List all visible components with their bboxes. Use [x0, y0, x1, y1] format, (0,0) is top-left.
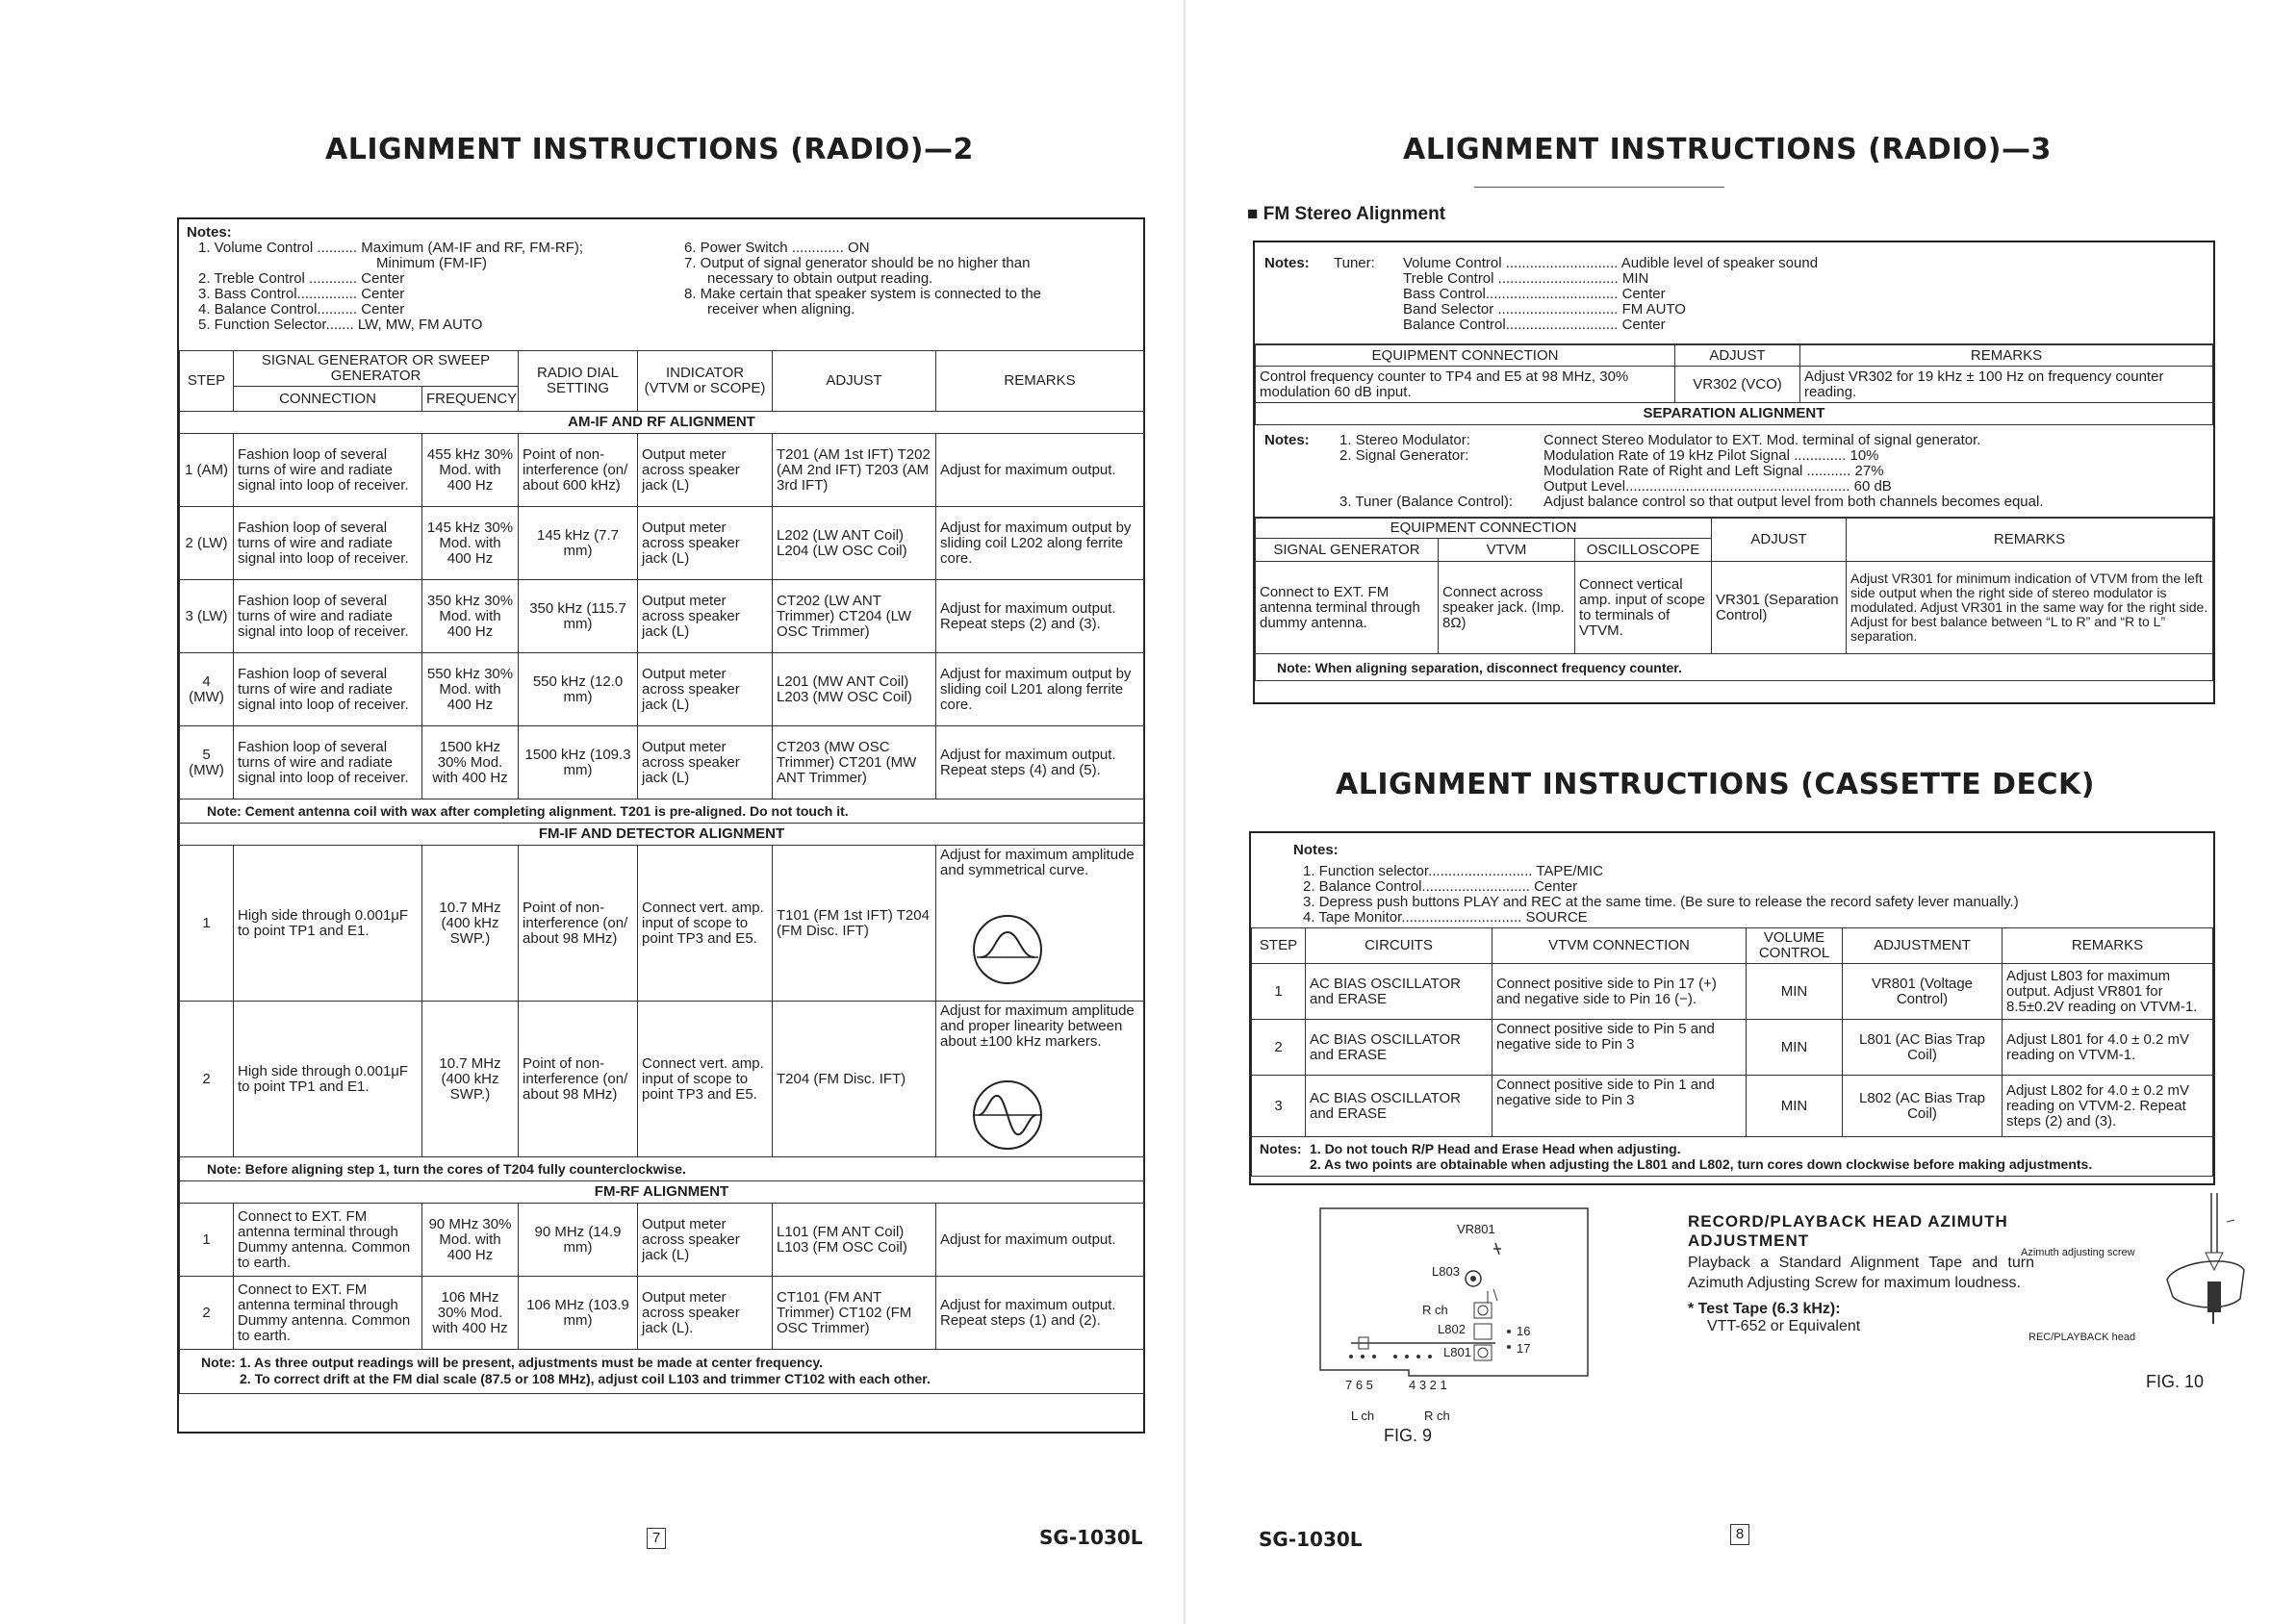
- right-page: [1186, 0, 2296, 1624]
- cell-step: 4 (MW): [180, 653, 234, 726]
- cell-connection: Fashion loop of several turns of wire and radiate signal into loop of receiver.: [234, 507, 422, 580]
- section-title-fm-if: FM-IF AND DETECTOR ALIGNMENT: [180, 824, 1144, 846]
- final-note-item: 2. To correct drift at the FM dial scale (87.5 or 108 MHz), adjust coil L103 and trimmer CT102 with each other.: [240, 1371, 931, 1386]
- cell-vtvm: Connect positive side to Pin 5 and negative side to Pin 3: [1492, 1020, 1747, 1076]
- cassette-note-item: 4. Tape Monitor.............................. SOURCE: [1303, 909, 1588, 926]
- table-row: [180, 726, 1144, 799]
- sep-note-value: Connect Stereo Modulator to EXT. Mod. terminal of signal generator.: [1543, 432, 1981, 448]
- cell-connection: Connect to EXT. FM antenna terminal through Dummy antenna. Common to earth.: [234, 1277, 422, 1350]
- sep-notes-label: Notes:: [1264, 432, 1310, 448]
- cassette-final-item: 1. Do not touch R/P Head and Erase Head when adjusting.: [1310, 1141, 1681, 1156]
- cell-step: 1: [180, 846, 234, 1002]
- cell-adjust: CT203 (MW OSC Trimmer) CT201 (MW ANT Trimmer): [773, 726, 936, 799]
- note-item: 3. Bass Control............... Center: [198, 286, 405, 302]
- table-row: [1252, 1076, 2213, 1137]
- table-row: [180, 507, 1144, 580]
- cell-remarks: Adjust VR302 for 19 kHz ± 100 Hz on frequency counter reading.: [1800, 367, 2213, 403]
- cell-step: 2 (LW): [180, 507, 234, 580]
- cassette-final-item: 2. As two points are obtainable when adjusting the L801 and L802, turn cores down clockwise before making adjustments.: [1310, 1156, 2093, 1172]
- sep-note-key: 2. Signal Generator:: [1339, 447, 1469, 464]
- cell-step: 2: [180, 1277, 234, 1350]
- label-pin17: 17: [1517, 1341, 1531, 1356]
- table-row: [1256, 367, 2213, 403]
- fm-stereo-table: [1255, 344, 2213, 425]
- fm-if-note: Note: Before aligning step 1, turn the cores of T204 fully counterclockwise.: [180, 1157, 1144, 1181]
- cell-adjustment: L801 (AC Bias Trap Coil): [1843, 1020, 2003, 1076]
- cell-connection: Fashion loop of several turns of wire and radiate signal into loop of receiver.: [234, 653, 422, 726]
- cell-remarks: Adjust L801 for 4.0 ± 0.2 mV reading on VTVM-1.: [2003, 1020, 2213, 1076]
- header-remarks: REMARKS: [1847, 519, 2213, 562]
- cell-indicator: Output meter across speaker jack (L): [638, 1204, 773, 1277]
- fm-note-item: Treble Control .............................. MIN: [1403, 270, 1649, 287]
- cassette-notes: [1251, 833, 2213, 927]
- header-remarks: REMARKS: [1800, 345, 2213, 367]
- final-notes: [180, 1350, 1144, 1394]
- table-row: [180, 1277, 1144, 1350]
- header-equipment: EQUIPMENT CONNECTION: [1256, 519, 1712, 539]
- sep-note-key: 3. Tuner (Balance Control):: [1339, 494, 1514, 510]
- section-title-am: AM-IF AND RF ALIGNMENT: [180, 412, 1144, 434]
- note-item: necessary to obtain output reading.: [707, 270, 933, 287]
- cell-dial: 550 kHz (12.0 mm): [519, 653, 638, 726]
- cell-frequency: 550 kHz 30% Mod. with 400 Hz: [422, 653, 519, 726]
- cell-indicator: Output meter across speaker jack (L).: [638, 1277, 773, 1350]
- page-title: ALIGNMENT INSTRUCTIONS (RADIO)—3: [1403, 133, 2052, 166]
- cassette-final-label: Notes:: [1260, 1141, 1302, 1156]
- cell-adjustment: L802 (AC Bias Trap Coil): [1843, 1076, 2003, 1137]
- table-row: [1252, 1020, 2213, 1076]
- cell-adjustment: VR801 (Voltage Control): [1843, 964, 2003, 1020]
- cassette-final-notes: [1252, 1137, 2213, 1177]
- header-step: STEP: [1252, 928, 1306, 964]
- table-row: [1252, 964, 2213, 1020]
- cell-indicator: Output meter across speaker jack (L): [638, 434, 773, 507]
- bell-curve-waveform-icon: [971, 913, 1044, 986]
- fm-tuner-label: Tuner:: [1334, 255, 1375, 271]
- label-l802: L802: [1438, 1322, 1466, 1336]
- label-l801: L801: [1443, 1345, 1471, 1359]
- cell-volume: MIN: [1747, 964, 1843, 1020]
- radio-alignment-table: [179, 350, 1144, 1394]
- cell-circuits: AC BIAS OSCILLATOR and ERASE: [1306, 1020, 1492, 1076]
- cell-connection: Fashion loop of several turns of wire and radiate signal into loop of receiver.: [234, 434, 422, 507]
- cell-remarks: Adjust L803 for maximum output. Adjust VR801 for 8.5±0.2V reading on VTVM-1.: [2003, 964, 2213, 1020]
- cassette-title: ALIGNMENT INSTRUCTIONS (CASSETTE DECK): [1336, 768, 2095, 801]
- cell-dial: 1500 kHz (109.3 mm): [519, 726, 638, 799]
- cell-dial: Point of non-interference (on/ about 98 MHz): [519, 1002, 638, 1157]
- remarks-text: Adjust for maximum amplitude and symmetrical curve.: [940, 847, 1135, 878]
- table-row: [180, 434, 1144, 507]
- cell-circuits: AC BIAS OSCILLATOR and ERASE: [1306, 1076, 1492, 1137]
- final-note-label: Note:: [201, 1355, 236, 1370]
- cell-step: 2: [180, 1002, 234, 1157]
- cell-adjust: VR301 (Separation Control): [1712, 562, 1847, 654]
- header-adjust: ADJUST: [773, 351, 936, 412]
- note-item: 1. Volume Control .......... Maximum (AM-IF and RF, FM-RF);: [198, 240, 584, 256]
- title-underline: [1474, 187, 1724, 188]
- cell-remarks: Adjust for maximum output. Repeat steps (2) and (3).: [936, 580, 1144, 653]
- table-row: [180, 1204, 1144, 1277]
- header-frequency: FREQUENCY: [422, 387, 519, 412]
- cell-step: 2: [1252, 1020, 1306, 1076]
- azimuth-body: Playback a Standard Alignment Tape and turn Azimuth Adjusting Screw for maximum loudness.: [1688, 1255, 2034, 1291]
- fm-note-item: Volume Control ............................ Audible level of speaker sound: [1403, 255, 1819, 271]
- cassette-table: [1251, 927, 2213, 1177]
- cell-indicator: Output meter across speaker jack (L): [638, 653, 773, 726]
- note-item: 8. Make certain that speaker system is connected to the: [684, 286, 1042, 302]
- cell-step: 1: [1252, 964, 1306, 1020]
- label-lch: L ch: [1351, 1408, 1375, 1423]
- cell-remarks: Adjust for maximum output. Repeat steps (1) and (2).: [936, 1277, 1144, 1350]
- fm-notes: [1255, 242, 2213, 344]
- note-item: 6. Power Switch ............. ON: [684, 240, 870, 256]
- cell-frequency: 1500 kHz 30% Mod. with 400 Hz: [422, 726, 519, 799]
- header-vtvm: VTVM: [1439, 539, 1575, 562]
- header-volume-control: VOLUME CONTROL: [1747, 928, 1843, 964]
- cell-frequency: 145 kHz 30% Mod. with 400 Hz: [422, 507, 519, 580]
- cell-frequency: 10.7 MHz (400 kHz SWP.): [422, 846, 519, 1002]
- cell-vtvm: Connect across speaker jack. (Imp. 8Ω): [1439, 562, 1575, 654]
- note-item: receiver when aligning.: [707, 301, 855, 317]
- table-row: [180, 580, 1144, 653]
- radio-alignment-table-box: [177, 217, 1145, 1434]
- cell-step: 5 (MW): [180, 726, 234, 799]
- model-number: SG-1030L: [1039, 1526, 1143, 1549]
- cell-step: 3 (LW): [180, 580, 234, 653]
- header-dial-setting: RADIO DIAL SETTING: [519, 351, 638, 412]
- cell-circuits: AC BIAS OSCILLATOR and ERASE: [1306, 964, 1492, 1020]
- page-number: 7: [647, 1528, 666, 1549]
- notes-heading: Notes:: [187, 224, 232, 241]
- figure-10: [2021, 1193, 2283, 1405]
- model-number: SG-1030L: [1259, 1528, 1363, 1551]
- note-item: 5. Function Selector....... LW, MW, FM AUTO: [198, 317, 483, 333]
- header-adjustment: ADJUSTMENT: [1843, 928, 2003, 964]
- cell-connection: High side through 0.001μF to point TP1 and E1.: [234, 1002, 422, 1157]
- cell-indicator: Output meter across speaker jack (L): [638, 507, 773, 580]
- header-equipment: EQUIPMENT CONNECTION: [1256, 345, 1675, 367]
- separation-table: [1255, 518, 2213, 681]
- cell-frequency: 455 kHz 30% Mod. with 400 Hz: [422, 434, 519, 507]
- cell-remarks: Adjust for maximum output by sliding coil L201 along ferrite core.: [936, 653, 1144, 726]
- cell-adjust: T101 (FM 1st IFT) T204 (FM Disc. IFT): [773, 846, 936, 1002]
- section-title-fm-rf: FM-RF ALIGNMENT: [180, 1181, 1144, 1204]
- cell-vtvm: Connect positive side to Pin 1 and negative side to Pin 3: [1492, 1076, 1747, 1137]
- label-pins-right: 4 3 2 1: [1409, 1378, 1447, 1392]
- header-signal-generator: SIGNAL GENERATOR OR SWEEP GENERATOR: [234, 351, 519, 387]
- cell-frequency: 106 MHz 30% Mod. with 400 Hz: [422, 1277, 519, 1350]
- label-rec-playback-head: REC/PLAYBACK head: [2028, 1332, 2136, 1343]
- cell-indicator: Output meter across speaker jack (L): [638, 580, 773, 653]
- fm-note-item: Bass Control................................. Center: [1403, 286, 1666, 302]
- cell-dial: Point of non-interference (on/ about 98 MHz): [519, 846, 638, 1002]
- cell-remarks: [936, 1002, 1144, 1157]
- header-indicator: INDICATOR (VTVM or SCOPE): [638, 351, 773, 412]
- cell-connection: Fashion loop of several turns of wire and radiate signal into loop of receiver.: [234, 726, 422, 799]
- cell-adjust: L202 (LW ANT Coil) L204 (LW OSC Coil): [773, 507, 936, 580]
- cell-frequency: 350 kHz 30% Mod. with 400 Hz: [422, 580, 519, 653]
- table-row: [1256, 562, 2213, 654]
- cell-indicator: Connect vert. amp. input of scope to point TP3 and E5.: [638, 846, 773, 1002]
- cell-adjust: L201 (MW ANT Coil) L203 (MW OSC Coil): [773, 653, 936, 726]
- cell-dial: 350 kHz (115.7 mm): [519, 580, 638, 653]
- sep-note-value: Modulation Rate of 19 kHz Pilot Signal ............. 10%: [1543, 447, 1879, 464]
- cassette-note-item: 1. Function selector.......................... TAPE/MIC: [1303, 863, 1604, 879]
- label-rch: R ch: [1422, 1303, 1448, 1317]
- cell-connection: Fashion loop of several turns of wire and radiate signal into loop of receiver.: [234, 580, 422, 653]
- cell-volume: MIN: [1747, 1076, 1843, 1137]
- label-rch-bottom: R ch: [1424, 1408, 1450, 1423]
- header-adjust: ADJUST: [1712, 519, 1847, 562]
- fm-stereo-table-box: [1253, 241, 2215, 704]
- cell-adjust: T201 (AM 1st IFT) T202 (AM 2nd IFT) T203 (AM 3rd IFT): [773, 434, 936, 507]
- header-circuits: CIRCUITS: [1306, 928, 1492, 964]
- am-note: Note: Cement antenna coil with wax after completing alignment. T201 is pre-aligned. Do not touch it.: [180, 799, 1144, 824]
- cell-connection: High side through 0.001μF to point TP1 and E1.: [234, 846, 422, 1002]
- cell-equipment: Control frequency counter to TP4 and E5 at 98 MHz, 30% modulation 60 dB input.: [1256, 367, 1675, 403]
- figure-9-caption: FIG. 9: [1384, 1426, 1433, 1445]
- note-item: 7. Output of signal generator should be no higher than: [684, 255, 1031, 271]
- cell-adjust: CT101 (FM ANT Trimmer) CT102 (FM OSC Trimmer): [773, 1277, 936, 1350]
- header-connection: CONNECTION: [234, 387, 422, 412]
- cell-dial: 106 MHz (103.9 mm): [519, 1277, 638, 1350]
- cell-indicator: Connect vert. amp. input of scope to point TP3 and E5.: [638, 1002, 773, 1157]
- cell-remarks: Adjust L802 for 4.0 ± 0.2 mV reading on VTVM-2. Repeat steps (2) and (3).: [2003, 1076, 2213, 1137]
- header-remarks: REMARKS: [936, 351, 1144, 412]
- fm-note-item: Band Selector .............................. FM AUTO: [1403, 301, 1686, 317]
- cell-remarks: Adjust for maximum output.: [936, 1204, 1144, 1277]
- sep-note-value: Adjust balance control so that output level from both channels becomes equal.: [1543, 494, 2044, 510]
- azimuth-title: RECORD/PLAYBACK HEAD AZIMUTH ADJUSTMENT: [1688, 1212, 2008, 1250]
- page-title: ALIGNMENT INSTRUCTIONS (RADIO)—2: [325, 133, 974, 166]
- cell-indicator: Output meter across speaker jack (L): [638, 726, 773, 799]
- cell-dial: Point of non-interference (on/ about 600 kHz): [519, 434, 638, 507]
- cell-remarks: Adjust for maximum output. Repeat steps (4) and (5).: [936, 726, 1144, 799]
- cell-adjust: T204 (FM Disc. IFT): [773, 1002, 936, 1157]
- fm-notes-label: Notes:: [1264, 255, 1310, 271]
- sep-note-key: 1. Stereo Modulator:: [1339, 432, 1470, 448]
- header-oscilloscope: OSCILLOSCOPE: [1575, 539, 1712, 562]
- sep-note-value: Output Level........................................................ 60 dB: [1543, 478, 1892, 495]
- cell-volume: MIN: [1747, 1020, 1843, 1076]
- test-tape-value: VTT-652 or Equivalent: [1707, 1318, 1861, 1334]
- cell-step: 1 (AM): [180, 434, 234, 507]
- cell-remarks: Adjust for maximum output.: [936, 434, 1144, 507]
- separation-note: Note: When aligning separation, disconnect frequency counter.: [1256, 654, 2213, 681]
- cell-remarks: Adjust VR301 for minimum indication of VTVM from the left side output when the right side of stereo modulator is modulated. Adjust VR301 in the same way for the right side. Adjust for best balance between “L to R” and “R to L” separation.: [1847, 562, 2213, 654]
- header-remarks: REMARKS: [2003, 928, 2213, 964]
- cell-step: 1: [180, 1204, 234, 1277]
- cassette-note-item: 3. Depress push buttons PLAY and REC at the same time. (Be sure to release the record safety lever manually.): [1303, 894, 2019, 910]
- cell-adjust: L101 (FM ANT Coil) L103 (FM OSC Coil): [773, 1204, 936, 1277]
- section-title-separation: SEPARATION ALIGNMENT: [1256, 403, 2213, 425]
- figure-9: [1313, 1205, 1601, 1459]
- separation-notes: [1255, 425, 2213, 518]
- s-curve-waveform-icon: [971, 1078, 1044, 1152]
- azimuth-section: [1688, 1212, 2034, 1335]
- cassette-note-item: 2. Balance Control........................... Center: [1303, 878, 1578, 895]
- cell-frequency: 10.7 MHz (400 kHz SWP.): [422, 1002, 519, 1157]
- cell-adjust: CT202 (LW ANT Trimmer) CT204 (LW OSC Trimmer): [773, 580, 936, 653]
- table-row: [180, 846, 1144, 1002]
- cell-vtvm: Connect positive side to Pin 17 (+) and negative side to Pin 16 (−).: [1492, 964, 1747, 1020]
- fm-stereo-heading: ■ FM Stereo Alignment: [1247, 204, 1446, 224]
- label-vr801: VR801: [1457, 1222, 1495, 1236]
- header-signal-generator: SIGNAL GENERATOR: [1256, 539, 1439, 562]
- head-azimuth-screw-icon: [2052, 1193, 2283, 1337]
- cassette-notes-label: Notes:: [1293, 842, 1339, 858]
- cell-adjust: VR302 (VCO): [1675, 367, 1800, 403]
- figure-10-caption: FIG. 10: [2146, 1372, 2205, 1391]
- page-number: 8: [1730, 1524, 1749, 1545]
- table-row: [180, 1002, 1144, 1157]
- cell-signal-generator: Connect to EXT. FM antenna terminal through dummy antenna.: [1256, 562, 1439, 654]
- cell-step: 3: [1252, 1076, 1306, 1137]
- label-azimuth-screw: Azimuth adjusting screw: [2021, 1247, 2135, 1258]
- note-item: 2. Treble Control ............ Center: [198, 270, 405, 287]
- final-note-item: 1. As three output readings will be present, adjustments must be made at center frequency.: [240, 1355, 824, 1370]
- header-step: STEP: [180, 351, 234, 412]
- note-item: Minimum (FM-IF): [376, 255, 487, 271]
- cell-remarks: [936, 846, 1144, 1002]
- label-l803: L803: [1432, 1264, 1460, 1279]
- note-item: 4. Balance Control.......... Center: [198, 301, 405, 317]
- notes-block: [179, 219, 1143, 350]
- fm-note-item: Balance Control............................ Center: [1403, 317, 1666, 333]
- cell-dial: 145 kHz (7.7 mm): [519, 507, 638, 580]
- cassette-table-box: [1249, 831, 2215, 1185]
- label-pin16: 16: [1517, 1324, 1531, 1338]
- cell-frequency: 90 MHz 30% Mod. with 400 Hz: [422, 1204, 519, 1277]
- sep-note-value: Modulation Rate of Right and Left Signal ........... 27%: [1543, 463, 1884, 479]
- test-tape-label: * Test Tape (6.3 kHz):: [1688, 1301, 1841, 1317]
- cell-remarks: Adjust for maximum output by sliding coil L202 along ferrite core.: [936, 507, 1144, 580]
- cell-connection: Connect to EXT. FM antenna terminal through Dummy antenna. Common to earth.: [234, 1204, 422, 1277]
- header-adjust: ADJUST: [1675, 345, 1800, 367]
- remarks-text: Adjust for maximum amplitude and proper linearity between about ±100 kHz markers.: [940, 1002, 1135, 1050]
- header-vtvm-connection: VTVM CONNECTION: [1492, 928, 1747, 964]
- cell-dial: 90 MHz (14.9 mm): [519, 1204, 638, 1277]
- table-row: [180, 653, 1144, 726]
- label-pins-left: 7 6 5: [1345, 1378, 1373, 1392]
- cell-oscilloscope: Connect vertical amp. input of scope to terminals of VTVM.: [1575, 562, 1712, 654]
